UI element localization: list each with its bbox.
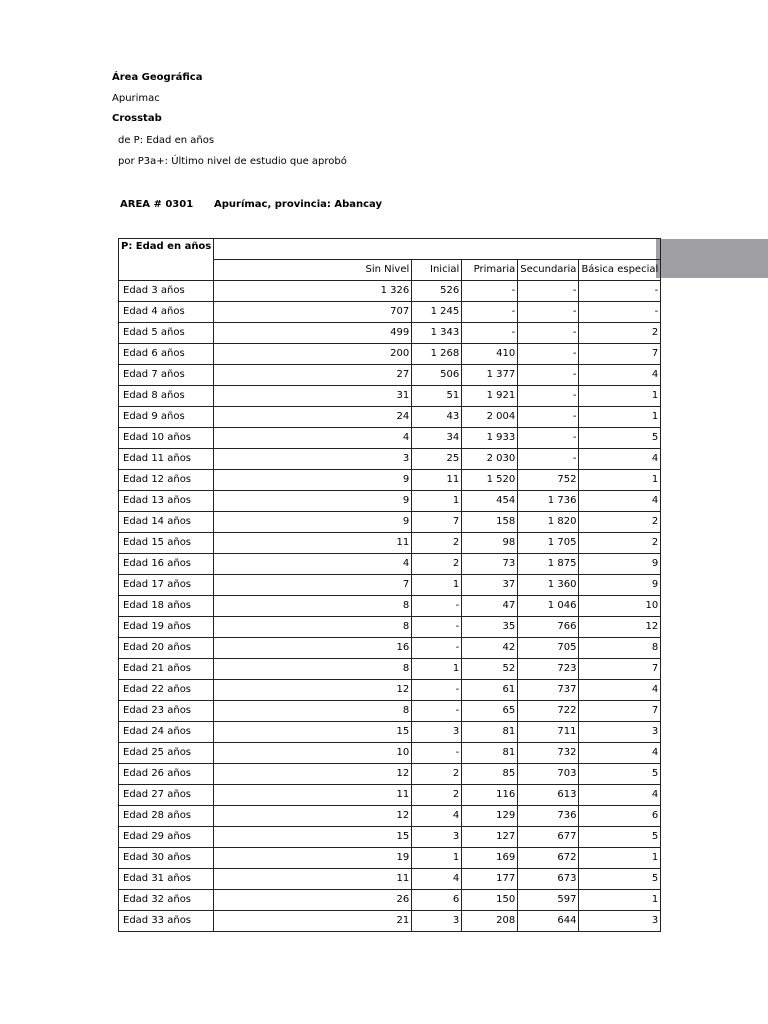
table-row [119,659,661,680]
table-cell: 37 [462,575,518,596]
table-cell: 3 [214,449,412,470]
table-row [119,428,661,449]
table-cell: 8 [579,638,661,659]
table-cell: 5 [579,869,661,890]
table-cell: 8 [214,596,412,617]
table-cell: 4 [579,743,661,764]
table-cell: 677 [518,827,579,848]
table-cell: 2 [579,533,661,554]
row-label: Edad 7 años [119,365,214,386]
table-cell: 8 [214,659,412,680]
table-cell: 1 245 [412,302,462,323]
area-code: AREA # 0301 [120,199,194,210]
table-cell: 16 [214,638,412,659]
table-row [119,806,661,827]
table-cell: - [518,344,579,365]
table-cell: 31 [214,386,412,407]
table-cell: 7 [214,575,412,596]
table-cell: 4 [214,428,412,449]
table-cell: 4 [579,365,661,386]
table-cell: 644 [518,911,579,932]
table-row [119,365,661,386]
table-cell: - [518,365,579,386]
row-label: Edad 19 años [119,617,214,638]
table-cell: 410 [462,344,518,365]
table-cell: 9 [214,512,412,533]
table-cell: 10 [579,596,661,617]
table-cell: 150 [462,890,518,911]
table-cell: 129 [462,806,518,827]
table-row [119,680,661,701]
table-cell: 47 [462,596,518,617]
table-cell: 6 [412,890,462,911]
row-label: Edad 6 años [119,344,214,365]
table-cell: - [518,449,579,470]
row-label: Edad 9 años [119,407,214,428]
table-cell: 15 [214,827,412,848]
table-cell: 4 [412,806,462,827]
table-cell: 12 [214,806,412,827]
table-cell: 9 [579,575,661,596]
row-label: Edad 11 años [119,449,214,470]
table-row [119,764,661,785]
table-cell: 4 [579,680,661,701]
table-cell: 2 [412,554,462,575]
column-header: Primaria [462,260,518,281]
table-cell: 1 [579,386,661,407]
table-cell: 5 [579,827,661,848]
row-label: Edad 21 años [119,659,214,680]
table-cell: 705 [518,638,579,659]
table-row [119,386,661,407]
row-label: Edad 8 años [119,386,214,407]
row-label: Edad 30 años [119,848,214,869]
row-label: Edad 3 años [119,281,214,302]
table-cell: 5 [579,428,661,449]
table-cell: 26 [214,890,412,911]
table-cell: 7 [579,701,661,722]
table-cell: 158 [462,512,518,533]
table-cell: 1 [579,470,661,491]
table-cell: 1 875 [518,554,579,575]
table-cell: - [412,680,462,701]
table-cell: 1 520 [462,470,518,491]
table-cell: - [518,386,579,407]
table-row [119,470,661,491]
header-shading-band [656,239,768,278]
table-cell: 737 [518,680,579,701]
table-cell: 169 [462,848,518,869]
table-cell: 613 [518,785,579,806]
row-label: Edad 5 años [119,323,214,344]
table-row [119,617,661,638]
row-label: Edad 10 años [119,428,214,449]
table-cell: 25 [412,449,462,470]
table-row [119,743,661,764]
table-cell: 4 [214,554,412,575]
table-cell: 177 [462,869,518,890]
table-cell: 21 [214,911,412,932]
table-cell: 12 [579,617,661,638]
table-cell: 7 [579,659,661,680]
table-cell: - [518,407,579,428]
table-cell: - [518,302,579,323]
table-row [119,491,661,512]
table-cell: - [579,281,661,302]
table-cell: 85 [462,764,518,785]
table-cell: - [518,323,579,344]
table-cell: 707 [214,302,412,323]
table-cell: 1 933 [462,428,518,449]
table-cell: 597 [518,890,579,911]
table-row [119,575,661,596]
row-label: Edad 29 años [119,827,214,848]
table-cell: 1 820 [518,512,579,533]
table-row [119,596,661,617]
table-cell: - [412,596,462,617]
table-cell: - [518,281,579,302]
table-cell: 65 [462,701,518,722]
table-cell: 73 [462,554,518,575]
table-row [119,302,661,323]
table-cell: 703 [518,764,579,785]
table-row [119,344,661,365]
table-cell: 35 [462,617,518,638]
table-cell: 1 326 [214,281,412,302]
table-cell: 6 [579,806,661,827]
table-cell: 4 [579,449,661,470]
table-cell: 672 [518,848,579,869]
row-label: Edad 27 años [119,785,214,806]
table-cell: 11 [214,533,412,554]
table-cell: 7 [412,512,462,533]
row-label: Edad 13 años [119,491,214,512]
table-cell: 3 [579,911,661,932]
table-row [119,827,661,848]
crosstab-body [119,281,661,932]
table-cell: - [518,428,579,449]
table-cell: 1 360 [518,575,579,596]
row-label: Edad 4 años [119,302,214,323]
table-cell: 19 [214,848,412,869]
table-cell: 2 [412,533,462,554]
table-cell: 711 [518,722,579,743]
table-cell: 4 [579,785,661,806]
table-cell: 5 [579,764,661,785]
table-cell: 2 030 [462,449,518,470]
table-cell: 766 [518,617,579,638]
row-label: Edad 15 años [119,533,214,554]
table-cell: 11 [214,869,412,890]
row-label: Edad 23 años [119,701,214,722]
row-label: Edad 22 años [119,680,214,701]
row-label: Edad 17 años [119,575,214,596]
table-row [119,554,661,575]
table-cell: 1 268 [412,344,462,365]
row-label: Edad 31 años [119,869,214,890]
table-cell: 722 [518,701,579,722]
table-cell: 1 343 [412,323,462,344]
table-cell: 3 [412,722,462,743]
column-header: Básica especial [579,260,661,281]
row-label: Edad 25 años [119,743,214,764]
table-cell: 4 [412,869,462,890]
table-row [119,281,661,302]
table-cell: 2 [412,785,462,806]
table-cell: 11 [214,785,412,806]
table-cell: - [412,701,462,722]
table-cell: 3 [579,722,661,743]
table-row [119,323,661,344]
table-cell: 1 046 [518,596,579,617]
crosstab-row-variable: de P: Edad en años [118,135,215,146]
table-cell: 499 [214,323,412,344]
table-cell: 2 [579,512,661,533]
table-cell: 752 [518,470,579,491]
table-cell: 9 [214,470,412,491]
table-row [119,785,661,806]
table-cell: 116 [462,785,518,806]
table-cell: - [412,743,462,764]
table-cell: - [462,302,518,323]
table-cell: 1 377 [462,365,518,386]
row-label: Edad 28 años [119,806,214,827]
geo-area-label: Área Geográfica [112,72,203,83]
table-cell: 200 [214,344,412,365]
table-cell: - [462,323,518,344]
table-cell: 506 [412,365,462,386]
table-cell: 3 [412,911,462,932]
table-cell: 12 [214,680,412,701]
crosstab-table [118,238,661,932]
table-cell: 81 [462,722,518,743]
table-cell: 723 [518,659,579,680]
table-cell: 127 [462,827,518,848]
crosstab-column-variable: por P3a+: Último nivel de estudio que aprobó [118,156,347,167]
table-cell: 1 [412,659,462,680]
row-label: Edad 33 años [119,911,214,932]
table-cell: - [579,302,661,323]
table-cell: 34 [412,428,462,449]
row-label: Edad 18 años [119,596,214,617]
column-header: Inicial [412,260,462,281]
table-cell: 208 [462,911,518,932]
table-cell: 7 [579,344,661,365]
table-cell: 4 [579,491,661,512]
table-cell: 526 [412,281,462,302]
row-label: Edad 14 años [119,512,214,533]
column-header: Secundaria [518,260,579,281]
table-row [119,722,661,743]
table-cell: 51 [412,386,462,407]
table-cell: 2 [579,323,661,344]
table-cell: 1 [412,575,462,596]
table-row [119,407,661,428]
table-cell: 3 [412,827,462,848]
table-cell: 736 [518,806,579,827]
row-label: Edad 12 años [119,470,214,491]
row-label: Edad 20 años [119,638,214,659]
corner-header: P: Edad en años [119,239,214,281]
table-row [119,848,661,869]
table-row [119,512,661,533]
table-cell: 1 [412,491,462,512]
table-cell: 24 [214,407,412,428]
table-cell: 98 [462,533,518,554]
table-row [119,869,661,890]
table-cell: 732 [518,743,579,764]
table-cell: 2 004 [462,407,518,428]
geo-area-value: Apurimac [112,93,160,104]
table-cell: 12 [214,764,412,785]
area-name: Apurímac, provincia: Abancay [214,199,383,210]
table-row [119,638,661,659]
column-header: Sin Nivel [214,260,412,281]
table-cell: 673 [518,869,579,890]
table-cell: 9 [214,491,412,512]
table-row [119,449,661,470]
table-cell: 61 [462,680,518,701]
row-label: Edad 24 años [119,722,214,743]
column-variable-header [214,239,661,260]
table-cell: 1 [579,848,661,869]
table-cell: - [462,281,518,302]
table-cell: 11 [412,470,462,491]
table-cell: 10 [214,743,412,764]
row-label: Edad 32 años [119,890,214,911]
table-cell: 8 [214,617,412,638]
table-cell: 1 736 [518,491,579,512]
table-cell: 454 [462,491,518,512]
crosstab-title: Crosstab [112,113,162,124]
table-cell: 1 [579,890,661,911]
row-label: Edad 16 años [119,554,214,575]
table-cell: 1 [579,407,661,428]
table-cell: 52 [462,659,518,680]
row-label: Edad 26 años [119,764,214,785]
table-row [119,911,661,932]
table-cell: 1 921 [462,386,518,407]
table-cell: 8 [214,701,412,722]
table-cell: 1 [412,848,462,869]
table-cell: 15 [214,722,412,743]
table-cell: 81 [462,743,518,764]
table-cell: 42 [462,638,518,659]
table-cell: 27 [214,365,412,386]
table-cell: 1 705 [518,533,579,554]
table-cell: 2 [412,764,462,785]
table-row [119,533,661,554]
table-cell: - [412,638,462,659]
table-cell: - [412,617,462,638]
table-cell: 43 [412,407,462,428]
table-cell: 9 [579,554,661,575]
table-row [119,701,661,722]
table-row [119,890,661,911]
